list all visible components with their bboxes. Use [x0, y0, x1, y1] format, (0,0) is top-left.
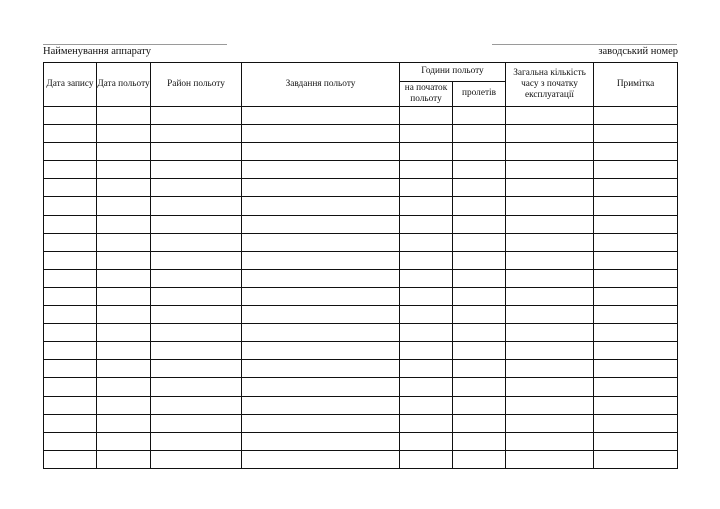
- total-time-cell[interactable]: [506, 414, 594, 432]
- entry-date-cell[interactable]: [44, 287, 97, 305]
- flight-task-cell[interactable]: [242, 287, 400, 305]
- flight-task-cell[interactable]: [242, 125, 400, 143]
- table-row: [44, 233, 678, 251]
- total-time-cell[interactable]: [506, 432, 594, 450]
- table-row: [44, 269, 678, 287]
- total-time-cell[interactable]: [506, 233, 594, 251]
- flight-area-cell[interactable]: [151, 432, 242, 450]
- note-cell[interactable]: [594, 197, 678, 215]
- col-flight-hours: Години польоту: [400, 63, 506, 82]
- flight-date-cell[interactable]: [97, 306, 151, 324]
- flight-area-cell[interactable]: [151, 251, 242, 269]
- flight-hours-start-cell[interactable]: [400, 450, 453, 468]
- total-time-cell[interactable]: [506, 360, 594, 378]
- flight-hours-flown-cell[interactable]: [453, 179, 506, 197]
- flight-hours-start-cell[interactable]: [400, 125, 453, 143]
- entry-date-cell[interactable]: [44, 432, 97, 450]
- flight-hours-flown-cell[interactable]: [453, 233, 506, 251]
- flight-date-cell[interactable]: [97, 396, 151, 414]
- note-cell[interactable]: [594, 251, 678, 269]
- flight-date-cell[interactable]: [97, 161, 151, 179]
- flight-task-cell[interactable]: [242, 215, 400, 233]
- flight-date-cell[interactable]: [97, 125, 151, 143]
- flight-task-cell[interactable]: [242, 396, 400, 414]
- total-time-cell[interactable]: [506, 251, 594, 269]
- flight-hours-flown-cell[interactable]: [453, 396, 506, 414]
- flight-area-cell[interactable]: [151, 306, 242, 324]
- flight-hours-flown-cell[interactable]: [453, 324, 506, 342]
- total-time-cell[interactable]: [506, 306, 594, 324]
- note-cell[interactable]: [594, 233, 678, 251]
- entry-date-cell[interactable]: [44, 378, 97, 396]
- total-time-cell[interactable]: [506, 450, 594, 468]
- flight-date-cell[interactable]: [97, 287, 151, 305]
- flight-hours-flown-cell[interactable]: [453, 107, 506, 125]
- flight-task-cell[interactable]: [242, 161, 400, 179]
- total-time-cell[interactable]: [506, 179, 594, 197]
- total-time-cell[interactable]: [506, 197, 594, 215]
- flight-date-cell[interactable]: [97, 450, 151, 468]
- entry-date-cell[interactable]: [44, 306, 97, 324]
- flight-date-cell[interactable]: [97, 324, 151, 342]
- flight-area-cell[interactable]: [151, 396, 242, 414]
- flight-hours-flown-cell[interactable]: [453, 432, 506, 450]
- note-cell[interactable]: [594, 432, 678, 450]
- flight-hours-start-cell[interactable]: [400, 342, 453, 360]
- flight-area-cell[interactable]: [151, 287, 242, 305]
- flight-hours-start-cell[interactable]: [400, 143, 453, 161]
- col-flight-date: Дата польоту: [97, 63, 151, 107]
- table-row: [44, 251, 678, 269]
- flight-area-cell[interactable]: [151, 107, 242, 125]
- table-row: [44, 215, 678, 233]
- flight-area-cell[interactable]: [151, 233, 242, 251]
- note-cell[interactable]: [594, 450, 678, 468]
- device-name-underline: [43, 44, 227, 45]
- flight-date-cell[interactable]: [97, 251, 151, 269]
- flight-hours-start-cell[interactable]: [400, 251, 453, 269]
- flight-hours-flown-cell[interactable]: [453, 269, 506, 287]
- flight-date-cell[interactable]: [97, 197, 151, 215]
- col-entry-date: Дата запису: [44, 63, 97, 107]
- flight-date-cell[interactable]: [97, 432, 151, 450]
- entry-date-cell[interactable]: [44, 161, 97, 179]
- entry-date-cell[interactable]: [44, 143, 97, 161]
- entry-date-cell[interactable]: [44, 414, 97, 432]
- entry-date-cell[interactable]: [44, 342, 97, 360]
- note-cell[interactable]: [594, 287, 678, 305]
- flight-date-cell[interactable]: [97, 179, 151, 197]
- flight-hours-flown-cell[interactable]: [453, 342, 506, 360]
- note-cell[interactable]: [594, 125, 678, 143]
- flight-hours-start-cell[interactable]: [400, 432, 453, 450]
- flight-hours-flown-cell[interactable]: [453, 306, 506, 324]
- flight-area-cell[interactable]: [151, 179, 242, 197]
- table-body: [44, 107, 678, 469]
- flight-task-cell[interactable]: [242, 107, 400, 125]
- entry-date-cell[interactable]: [44, 396, 97, 414]
- flight-area-cell[interactable]: [151, 125, 242, 143]
- flight-hours-start-cell[interactable]: [400, 287, 453, 305]
- flight-hours-flown-cell[interactable]: [453, 360, 506, 378]
- flight-date-cell[interactable]: [97, 378, 151, 396]
- entry-date-cell[interactable]: [44, 233, 97, 251]
- flight-date-cell[interactable]: [97, 269, 151, 287]
- entry-date-cell[interactable]: [44, 251, 97, 269]
- flight-area-cell[interactable]: [151, 143, 242, 161]
- flight-hours-flown-cell[interactable]: [453, 125, 506, 143]
- total-time-cell[interactable]: [506, 378, 594, 396]
- flight-hours-start-cell[interactable]: [400, 107, 453, 125]
- flight-hours-start-cell[interactable]: [400, 378, 453, 396]
- flight-date-cell[interactable]: [97, 360, 151, 378]
- table-row: [44, 143, 678, 161]
- serial-number-underline: [492, 44, 677, 45]
- total-time-cell[interactable]: [506, 287, 594, 305]
- table-row: [44, 342, 678, 360]
- flight-task-cell[interactable]: [242, 306, 400, 324]
- flight-date-cell[interactable]: [97, 233, 151, 251]
- flight-hours-flown-cell[interactable]: [453, 197, 506, 215]
- flight-hours-start-cell[interactable]: [400, 197, 453, 215]
- table-row: [44, 378, 678, 396]
- flight-task-cell[interactable]: [242, 197, 400, 215]
- total-time-cell[interactable]: [506, 324, 594, 342]
- col-flight-hours-start: на початок польоту: [400, 82, 453, 107]
- entry-date-cell[interactable]: [44, 197, 97, 215]
- flight-area-cell[interactable]: [151, 342, 242, 360]
- flight-area-cell[interactable]: [151, 215, 242, 233]
- note-cell[interactable]: [594, 342, 678, 360]
- table-row: [44, 125, 678, 143]
- entry-date-cell[interactable]: [44, 125, 97, 143]
- note-cell[interactable]: [594, 414, 678, 432]
- flight-area-cell[interactable]: [151, 197, 242, 215]
- col-flight-hours-flown: пролетів: [453, 82, 506, 107]
- flight-area-cell[interactable]: [151, 269, 242, 287]
- flight-task-cell[interactable]: [242, 143, 400, 161]
- table-row: [44, 360, 678, 378]
- entry-date-cell[interactable]: [44, 450, 97, 468]
- flight-task-cell[interactable]: [242, 450, 400, 468]
- total-time-cell[interactable]: [506, 107, 594, 125]
- entry-date-cell[interactable]: [44, 269, 97, 287]
- flight-area-cell[interactable]: [151, 378, 242, 396]
- note-cell[interactable]: [594, 215, 678, 233]
- flight-hours-start-cell[interactable]: [400, 161, 453, 179]
- flight-hours-flown-cell[interactable]: [453, 251, 506, 269]
- flight-task-cell[interactable]: [242, 360, 400, 378]
- total-time-cell[interactable]: [506, 143, 594, 161]
- flight-task-cell[interactable]: [242, 414, 400, 432]
- total-time-cell[interactable]: [506, 161, 594, 179]
- total-time-cell[interactable]: [506, 215, 594, 233]
- flight-hours-start-cell[interactable]: [400, 360, 453, 378]
- flight-date-cell[interactable]: [97, 414, 151, 432]
- flight-task-cell[interactable]: [242, 324, 400, 342]
- flight-hours-start-cell[interactable]: [400, 269, 453, 287]
- flight-task-cell[interactable]: [242, 179, 400, 197]
- flight-hours-start-cell[interactable]: [400, 324, 453, 342]
- flight-area-cell[interactable]: [151, 360, 242, 378]
- flight-area-cell[interactable]: [151, 450, 242, 468]
- entry-date-cell[interactable]: [44, 360, 97, 378]
- note-cell[interactable]: [594, 324, 678, 342]
- flight-task-cell[interactable]: [242, 233, 400, 251]
- note-cell[interactable]: [594, 179, 678, 197]
- flight-task-cell[interactable]: [242, 378, 400, 396]
- flight-area-cell[interactable]: [151, 161, 242, 179]
- flight-hours-flown-cell[interactable]: [453, 450, 506, 468]
- table-row: [44, 107, 678, 125]
- table-row: [44, 179, 678, 197]
- device-name-label: Найменування аппарату: [43, 46, 151, 57]
- flight-area-cell[interactable]: [151, 414, 242, 432]
- flight-task-cell[interactable]: [242, 432, 400, 450]
- note-cell[interactable]: [594, 396, 678, 414]
- entry-date-cell[interactable]: [44, 179, 97, 197]
- table-row: [44, 432, 678, 450]
- flight-date-cell[interactable]: [97, 143, 151, 161]
- flight-task-cell[interactable]: [242, 342, 400, 360]
- flight-hours-flown-cell[interactable]: [453, 161, 506, 179]
- entry-date-cell[interactable]: [44, 107, 97, 125]
- flight-date-cell[interactable]: [97, 342, 151, 360]
- col-note: Примітка: [594, 63, 678, 107]
- table-row: [44, 287, 678, 305]
- note-cell[interactable]: [594, 360, 678, 378]
- col-flight-task: Завдання польоту: [242, 63, 400, 107]
- col-flight-area: Район польоту: [151, 63, 242, 107]
- entry-date-cell[interactable]: [44, 324, 97, 342]
- flight-hours-start-cell[interactable]: [400, 306, 453, 324]
- total-time-cell[interactable]: [506, 396, 594, 414]
- flight-date-cell[interactable]: [97, 215, 151, 233]
- flight-hours-flown-cell[interactable]: [453, 378, 506, 396]
- table-row: [44, 450, 678, 468]
- flight-task-cell[interactable]: [242, 269, 400, 287]
- flight-date-cell[interactable]: [97, 107, 151, 125]
- note-cell[interactable]: [594, 143, 678, 161]
- table-row: [44, 396, 678, 414]
- table-row: [44, 324, 678, 342]
- note-cell[interactable]: [594, 306, 678, 324]
- note-cell[interactable]: [594, 378, 678, 396]
- flight-area-cell[interactable]: [151, 324, 242, 342]
- flight-task-cell[interactable]: [242, 251, 400, 269]
- flight-hours-start-cell[interactable]: [400, 396, 453, 414]
- table-row: [44, 161, 678, 179]
- table-row: [44, 414, 678, 432]
- entry-date-cell[interactable]: [44, 215, 97, 233]
- total-time-cell[interactable]: [506, 342, 594, 360]
- col-total-time: Загальна кількість часу з початку експлуатації: [506, 63, 594, 107]
- serial-number-label: заводський номер: [598, 46, 678, 57]
- flight-hours-start-cell[interactable]: [400, 179, 453, 197]
- flight-hours-flown-cell[interactable]: [453, 414, 506, 432]
- flight-hours-flown-cell[interactable]: [453, 215, 506, 233]
- flight-hours-start-cell[interactable]: [400, 233, 453, 251]
- total-time-cell[interactable]: [506, 125, 594, 143]
- note-cell[interactable]: [594, 161, 678, 179]
- note-cell[interactable]: [594, 107, 678, 125]
- flight-hours-flown-cell[interactable]: [453, 143, 506, 161]
- flight-hours-start-cell[interactable]: [400, 215, 453, 233]
- total-time-cell[interactable]: [506, 269, 594, 287]
- note-cell[interactable]: [594, 269, 678, 287]
- table-row: [44, 197, 678, 215]
- flight-hours-start-cell[interactable]: [400, 414, 453, 432]
- table-row: [44, 306, 678, 324]
- flight-log-table: [43, 62, 678, 469]
- flight-hours-flown-cell[interactable]: [453, 287, 506, 305]
